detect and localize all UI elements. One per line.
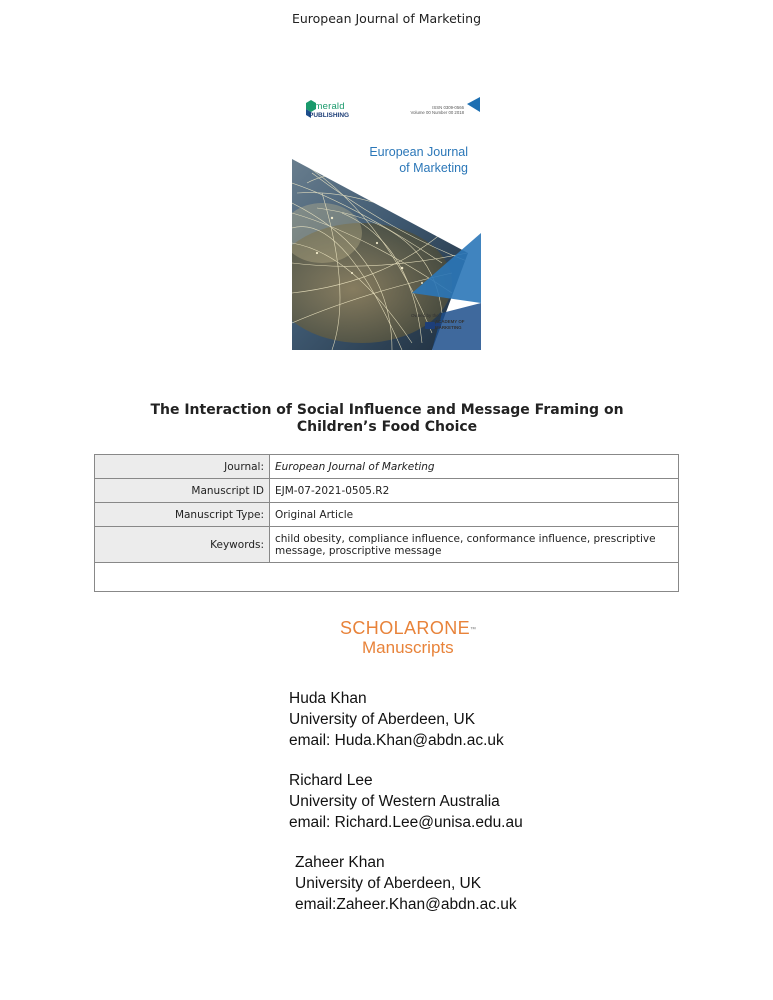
journal-cover: [292, 93, 481, 350]
running-head: European Journal of Marketing: [291, 11, 482, 26]
keywords-label: Keywords:: [95, 527, 270, 563]
owned-by-label: Owned by the: [411, 313, 439, 318]
paper-title: [96, 402, 678, 436]
table-row: [95, 455, 679, 479]
manuscript-info-table: [94, 454, 679, 592]
keywords-value: child obesity, compliance influence, conformance influence, prescriptive message, proscriptive message: [270, 527, 679, 563]
issn-number: ISSN 0309-0566: [432, 105, 464, 110]
cover-title: [354, 144, 468, 176]
manuscript-id-label: Manuscript ID: [95, 479, 270, 503]
academy-name-line-1: ACADEMY OF: [435, 318, 465, 324]
publisher-name: emerald: [309, 101, 345, 112]
manuscript-type-value: Original Article: [270, 503, 679, 527]
trademark-symbol: ™: [470, 627, 477, 633]
scholarone-logo: [340, 618, 500, 658]
author-name: Richard Lee: [289, 772, 373, 789]
cover-title-line-1: European Journal: [369, 145, 468, 159]
academy-name-line-2: MARKETING: [435, 324, 462, 330]
table-row: [95, 503, 679, 527]
scholarone-brand: SCHOLARONE: [340, 618, 471, 638]
publisher-subname: PUBLISHING: [309, 111, 350, 119]
manuscript-type-label: Manuscript Type:: [95, 503, 270, 527]
table-row: [95, 479, 679, 503]
scholarone-subtitle: Manuscripts: [362, 638, 454, 657]
author-affiliation: University of Western Australia: [289, 793, 500, 810]
publisher-logo: [309, 102, 349, 119]
journal-label: Journal:: [95, 455, 270, 479]
author-name: Zaheer Khan: [295, 854, 385, 871]
cover-artwork: [292, 93, 481, 350]
author-affiliation: University of Aberdeen, UK: [295, 875, 482, 892]
paper-title-line-1: The Interaction of Social Influence and Message Framing on: [150, 402, 624, 418]
manuscript-id-value: EJM-07-2021-0505.R2: [270, 479, 679, 503]
table-row-empty: [95, 563, 679, 592]
author-affiliation: University of Aberdeen, UK: [289, 711, 476, 728]
author-email: email:Zaheer.Khan@abdn.ac.uk: [295, 896, 517, 913]
flag-icon: [467, 97, 480, 112]
owned-by-block: [411, 313, 477, 331]
volume-info: Volume 00 Number 00 2018: [410, 110, 464, 116]
author-email: email: Richard.Lee@unisa.edu.au: [289, 814, 523, 831]
paper-title-line-2: Children’s Food Choice: [296, 419, 478, 435]
cover-title-line-2: of Marketing: [399, 161, 468, 175]
author-block: [295, 852, 517, 915]
empty-cell: [95, 563, 679, 592]
author-block: [289, 770, 523, 833]
author-name: Huda Khan: [289, 690, 367, 707]
author-email: email: Huda.Khan@abdn.ac.uk: [289, 732, 504, 749]
journal-value: European Journal of Marketing: [270, 455, 679, 479]
table-row: [95, 527, 679, 563]
author-block: [289, 688, 504, 751]
issn-block: [404, 105, 464, 116]
